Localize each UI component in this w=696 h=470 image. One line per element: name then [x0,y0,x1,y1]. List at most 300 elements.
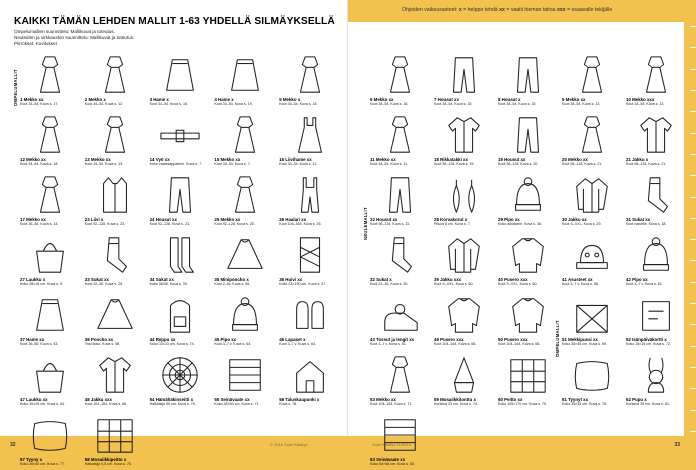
pattern-size: Yksi koko. Kuva s. 58. [84,342,121,346]
pattern-item [498,232,558,290]
pattern-size: Koot 98–128. Kuva s. 20. [498,162,539,166]
pattern-size: Koko 28×18 cm. Kuva s. 9. [20,282,64,286]
pattern-item [498,172,558,230]
pattern-caption [150,97,211,107]
pattern-name: 32 Sukat x [370,277,392,282]
difficulty-easy-mark: x [458,7,462,13]
pattern-caption [85,397,146,407]
difficulty-easy-label: = helppo tehdä [463,7,498,13]
cardigan-icon [562,172,622,216]
pattern-size: Koot 3–7 v. Kuva s. 56. [562,282,599,286]
pattern-name: 35 Miniponcho x [214,277,249,282]
pattern-size: Koot 3–7 v. Kuva s. 64. [279,342,317,346]
pattern-caption [434,397,494,407]
pattern-item [150,292,211,350]
pattern-item [214,52,275,110]
pattern-item [370,232,430,290]
pattern-caption [150,157,211,167]
pattern-name: 25 Mekko xx [214,217,241,222]
pattern-size: Koot S–XXL. Kuva s. 60. [434,282,474,286]
dress-icon [20,112,81,156]
bag-icon [20,232,81,276]
accessory-icon [562,232,622,276]
pattern-size: Koot S–XXL. Kuva s. 60. [498,282,538,286]
dress-icon [370,112,430,156]
pattern-size: Koko 54×58 cm. Kuva s. 83. [370,462,416,466]
pattern-size: Koot 34–54. Kuva s. 19. [214,102,253,106]
pattern-size: Koko 30×25 cm. Kuva s. 64. [20,402,66,406]
pattern-caption [150,397,211,407]
pattern-size: Koot S–XXL. Kuva s. 29. [562,222,602,226]
pattern-caption [150,337,211,347]
pattern-size: Koot 92–128. Kuva s. 25. [214,222,255,226]
pattern-size: Koot 22–36. Kuva s. 29. [84,282,124,286]
pattern-size: Koot 34–54. Kuva s. 13. [562,102,601,106]
pattern-size: Koot 104–164. Kuva s. 71. [370,402,413,406]
slipper-icon [370,292,430,336]
pattern-name: 5 Mekko x [279,97,301,102]
pattern-caption [626,157,686,167]
difficulty-hard-label: = osaavalle tekijälle [567,7,613,13]
cardigan-icon [434,232,494,276]
pattern-name: 63 Seinävaate xx [370,457,406,462]
pattern-item [498,292,558,350]
dress-icon [20,52,81,96]
pattern-caption [626,97,686,107]
pattern-name: 24 Housut xx [149,217,177,222]
pattern-item [498,52,558,110]
pattern-name: 53 Mekko xx [370,397,396,402]
pattern-caption [434,337,494,347]
pattern-size: Koot 22–36. Kuva s. 30. [370,282,409,286]
pattern-caption [20,217,81,227]
footer-copyright: © 2016 Suuri Käsityö [270,442,308,447]
pattern-size: Koot 34–54. Kuva s. 15. [434,102,473,106]
pattern-name: 15 Mekko xx [214,157,241,162]
pattern-size: Koko 45×50 cm. Kuva s. 71. [214,402,260,406]
pattern-size: Koot 3–7 v. Kuva s. 61. [370,342,407,346]
pattern-size: Koot 34–54. Kuva s. 16. [370,102,409,106]
pattern-size: Koot 34–54. Kuva s. 11. [370,162,409,166]
pattern-name: 58 Mosaiikkipeitto x [84,457,127,462]
pattern-caption [20,337,81,347]
pattern-item [20,172,81,230]
pattern-caption [214,397,275,407]
dress-icon [626,52,686,96]
pattern-size: Koko 40×60 cm. Kuva s. 77. [20,462,66,466]
dress-icon [85,52,146,96]
pattern-caption [562,157,622,167]
dress-icon [370,352,430,396]
sock-icon [85,232,146,276]
pattern-item [562,232,622,290]
pattern-item [370,412,430,470]
pattern-size: Koot 104–164. Kuva s. 66. [434,342,477,346]
pattern-item [626,112,686,170]
pants-icon [498,112,558,156]
pattern-name: 3 Hame x [149,97,169,102]
pattern-item [370,352,430,410]
pattern-item [85,112,146,170]
pattern-name: 59 Mosaiikkitonttu x [434,397,476,402]
pattern-caption [150,217,211,227]
section-label-sewing-right: OMPELUMALLIT [555,320,560,357]
pattern-name: 55 Seinävaate xx [214,397,250,402]
pattern-name: 47 Laukku xx [20,397,48,402]
pattern-name: 12 Mekko xx [20,157,46,162]
page-number-right: 33 [674,442,680,448]
pattern-item [562,52,622,110]
jacket-icon [626,112,686,156]
pattern-name: 6 Mekko xx [370,97,394,102]
pattern-name: 40 Pusero xxx [498,277,528,282]
sock-icon [626,172,686,216]
skirt-icon [214,52,275,96]
pattern-size: Koko 15×15 cm. Kuva s. 72. [626,342,672,346]
pattern-caption [562,217,622,227]
pattern-size: Koot 34–54. Kuva s. 16. [149,102,188,106]
pattern-size: Koot 34–54. Kuva s. 13. [84,162,124,166]
sweater-icon [498,232,558,276]
pattern-size: Koot 34–54. Kuva s. 7. [214,162,251,166]
pattern-caption [20,397,81,407]
pattern-item [85,352,146,410]
dress-icon [279,52,340,96]
pattern-caption [498,277,558,287]
pattern-item [279,112,340,170]
blanket-icon [498,352,558,396]
pattern-caption [85,457,146,467]
pattern-caption [85,337,146,347]
poncho-icon [214,232,275,276]
pattern-item [279,52,340,110]
pattern-name: 10 Mekko xxx [626,97,655,102]
pattern-size: Koot 98–134. Kuva s. 21. [626,162,667,166]
pattern-caption [85,157,146,167]
pants-icon [434,52,494,96]
pattern-caption [562,97,622,107]
pattern-name: 52 Isänpäiväkortti x [626,337,667,342]
pattern-caption [498,157,558,167]
pattern-name: 48 Jakku xxx [84,397,112,402]
pattern-caption [279,337,340,347]
pattern-caption [370,217,430,227]
pattern-item [150,232,211,290]
pattern-name: 33 Sukat xx [84,277,109,282]
difficulty-legend [402,7,612,13]
pattern-item [434,172,494,230]
pattern-item [434,232,494,290]
pattern-caption [20,457,81,467]
pattern-name: 29 Pipo xx [498,217,520,222]
pattern-name: 23 Liivi x [84,217,104,222]
pattern-size: Koot 34–54, Kuva s. 17. [20,102,59,106]
pattern-name: 27 Laukku x [20,277,46,282]
pattern-name: 42 Pipo xx [626,277,648,282]
pattern-name: 16 Liivihame xx [279,157,312,162]
difficulty-prefix: Ohjeiden vaikeusasteet: [402,7,458,13]
pattern-grid-right [370,52,686,470]
backpack-icon [150,292,211,336]
pattern-item [626,52,686,110]
pants-icon [150,172,211,216]
pattern-name: 50 Pusero xxx [498,337,528,342]
pattern-size: Halkaisija 0,5 cm. Kuva s. 75. [84,462,132,466]
pattern-name: 31 Sukat xx [626,217,651,222]
stocking-icon [150,232,211,276]
pattern-name: 20 Mekko xx [562,157,588,162]
pattern-caption [498,217,558,227]
pattern-name: 18 Rikkatakki xx [434,157,468,162]
pattern-name: 2 Mekko x [84,97,106,102]
pattern-name: 1 Mekko xx [20,97,44,102]
pattern-caption [434,97,494,107]
difficulty-medium-mark: xx [499,7,505,13]
pattern-size: Koot naiselle. Kuva s. 38. [626,222,667,226]
credits [14,29,264,46]
pattern-size: Koot 104–164. Kuva s. 66. [498,342,541,346]
pattern-item [20,292,81,350]
skirt-icon [20,292,81,336]
mitten-icon [279,292,340,336]
pattern-name: 21 Jakku x [626,157,649,162]
scarf-icon [279,232,340,276]
pattern-caption [279,277,340,287]
pattern-item [279,292,340,350]
pattern-name: 17 Mekko xx [20,217,46,222]
pattern-item [85,292,146,350]
pattern-item [562,172,622,230]
pattern-size: Koko vaatekappaleen. Kuva s. 7. [149,162,203,166]
section-label-sewing-left: OMPELUMALLIT [13,69,18,106]
pattern-caption [370,157,430,167]
pattern-item [562,352,622,410]
earring-icon [434,172,494,216]
pattern-item [20,232,81,290]
pattern-name: 49 Pusero xxx [434,337,464,342]
pattern-size: Koot 92–128. Kuva s. 23. [149,222,190,226]
pattern-item [279,352,340,410]
pattern-caption [626,277,686,287]
pattern-caption [498,337,558,347]
pattern-item [85,412,146,470]
pattern-size: Koot 36–46. Kuva s. 14. [20,222,59,226]
pattern-item [498,112,558,170]
dress-icon [85,112,146,156]
pillow-icon [562,352,622,396]
pattern-caption [214,217,275,227]
pattern-caption [626,397,686,407]
section-label-knitting-right: NEULEMALLIT [363,207,368,240]
difficulty-hard-mark: xxx [556,7,566,13]
pattern-size: Koot 104–164. Kuva s. 26. [279,222,322,226]
credit-line: Neuleiden ja virkkausten suunnittelu: Mallikuvat ja toteutus. [14,34,135,40]
pattern-item [214,352,275,410]
pattern-item [370,292,430,350]
pattern-size: Koot 2–6v. Kuva s. 59. [214,282,251,286]
pattern-item [434,112,494,170]
pattern-caption [626,217,686,227]
pattern-name: 30 Jakku xx [562,217,587,222]
hat-icon [498,172,558,216]
pattern-size: Koot 34–54. Kuva s. 18. [279,102,318,106]
pattern-name: 7 Housut xx [434,97,459,102]
pattern-size: Koot 34–54. Kuva s. 18. [20,162,59,166]
sock-icon [370,232,430,276]
pattern-name: 28 Korvakorut x [434,217,468,222]
bag-icon [20,352,81,396]
pattern-name: 57 Tyyny x [20,457,43,462]
pattern-item [20,112,81,170]
pattern-size: Koot 34–54. Kuva s. 12. [279,162,318,166]
pattern-size: Koot 34–54. Kuva s. 12. [84,102,124,106]
gnome-icon [434,352,494,396]
dress-icon [562,112,622,156]
sweater-icon [434,292,494,336]
pattern-caption [370,277,430,287]
skirt-icon [150,52,211,96]
difficulty-medium-label: = vaatii hieman taitoa [506,7,556,13]
pattern-item [20,352,81,410]
page-number-left: 32 [10,442,16,448]
pattern-name: 46 Lapaset x [279,337,306,342]
pillow-icon [20,412,81,456]
pattern-name: 61 Tyynyt xx [562,397,589,402]
pattern-caption [434,157,494,167]
pattern-item [279,232,340,290]
pattern-caption [434,217,494,227]
web-icon [150,352,211,396]
pattern-name: 11 Mekko xx [370,157,396,162]
dress-icon [214,112,275,156]
pattern-item [85,52,146,110]
pattern-caption [562,337,622,347]
pattern-caption [562,277,622,287]
pattern-item [85,232,146,290]
dress-icon [562,52,622,96]
belt-icon [150,112,211,156]
pattern-caption [150,277,211,287]
pattern-caption [279,157,340,167]
pattern-item [150,352,211,410]
pattern-size: Koko 33×23 cm. Kuva s. 74. [149,342,195,346]
pattern-caption [498,97,558,107]
pattern-caption [370,457,430,467]
pattern-size: Pituus 8 cm. Kuva s. 7. [434,222,471,226]
pattern-size: Koot 34–54. Kuva s. 15. [498,102,537,106]
vest-icon [85,172,146,216]
pattern-item [20,412,81,470]
pattern-caption [20,97,81,107]
pattern-item [20,52,81,110]
pattern-item [626,232,686,290]
overall-icon [279,172,340,216]
pouch-icon [562,292,622,336]
pattern-size: Koot 3–7 v. Kuva s. 61. [626,282,663,286]
pattern-item [370,112,430,170]
pattern-name: 4 Hame x [214,97,234,102]
credit-line: Ompelumallien suunnittelu: Mallikuvat ja toteutus. [14,29,115,34]
pattern-caption [370,337,430,347]
pattern-item [370,52,430,110]
sweater-icon [498,292,558,336]
pattern-caption [279,397,340,407]
pattern-caption [498,397,558,407]
pattern-size: Koot 98–128. Kuva s. 19. [434,162,475,166]
pattern-item [214,292,275,350]
hat-icon [626,232,686,276]
pattern-size: Koot 98–134. Kuva s. 22. [370,222,411,226]
pattern-name: 14 Vyö xx [149,157,170,162]
pattern-caption [562,397,622,407]
pattern-item [498,352,558,410]
pattern-caption [85,97,146,107]
dress-icon [214,172,275,216]
pattern-name: 8 Housut x [498,97,521,102]
pattern-size: Koko 35×35 cm. Kuva s. 76. [562,402,608,406]
pattern-name: 62 Pupu x [626,397,647,402]
jacket-icon [434,112,494,156]
pattern-size: Koko aikuiselle. Kuva s. 36. [498,222,542,226]
pattern-size: Koot 3–7 v. Kuva s. 64. [214,342,252,346]
jacket-icon [85,352,146,396]
pattern-name: 34 Sukat xx [149,277,174,282]
pattern-caption [214,277,275,287]
pattern-item [434,52,494,110]
pattern-grid-left [20,52,340,470]
card-icon [626,292,686,336]
pattern-caption [279,97,340,107]
pattern-name: 37 Hame xx [20,337,45,342]
pattern-caption [214,97,275,107]
pattern-size: Korkeus 30 cm. Kuva s. 81. [626,402,670,406]
pattern-item [150,172,211,230]
pattern-item [150,112,211,170]
pattern-size: Koot 34–54. Kuva s. 13. [626,102,665,106]
house-icon [279,352,340,396]
bunny-icon [626,352,686,396]
pattern-name: 41 Asusteet xx [562,277,593,282]
pattern-name: 54 Hämähäkinseitti x [149,397,194,402]
pattern-size: Kuva s. 78. [279,402,298,406]
pattern-size: Koko 36/38. Kuva s. 39. [149,282,188,286]
pattern-caption [626,337,686,347]
pattern-name: 44 Reppu xx [149,337,176,342]
footer-issue: Suuri Käsityö 11/2016 [372,442,411,447]
pattern-name: 13 Mekko xx [84,157,111,162]
pattern-caption [279,217,340,227]
pattern-caption [370,97,430,107]
pattern-size: Koot 36–56. Kuva s. 53. [20,342,59,346]
pattern-name: 22 Housut xx [370,217,398,222]
pattern-item [214,112,275,170]
pattern-item [626,292,686,350]
pattern-caption [214,157,275,167]
pattern-name: 45 Pipo xx [214,337,237,342]
pants-icon [370,172,430,216]
pattern-item [562,292,622,350]
poncho-icon [85,292,146,336]
pattern-size: Koot 98–134. Kuva s. 21. [562,162,603,166]
pattern-caption [20,277,81,287]
pattern-item [626,352,686,410]
pattern-item [562,112,622,170]
dress-icon [20,172,81,216]
page-title: KAIKKI TÄMÄN LEHDEN MALLIT 1-63 YHDELLÄ SILMÄYKSELLÄ [14,16,335,27]
pattern-item [626,172,686,230]
pattern-name: 19 Housut xx [498,157,526,162]
pattern-item [214,172,275,230]
